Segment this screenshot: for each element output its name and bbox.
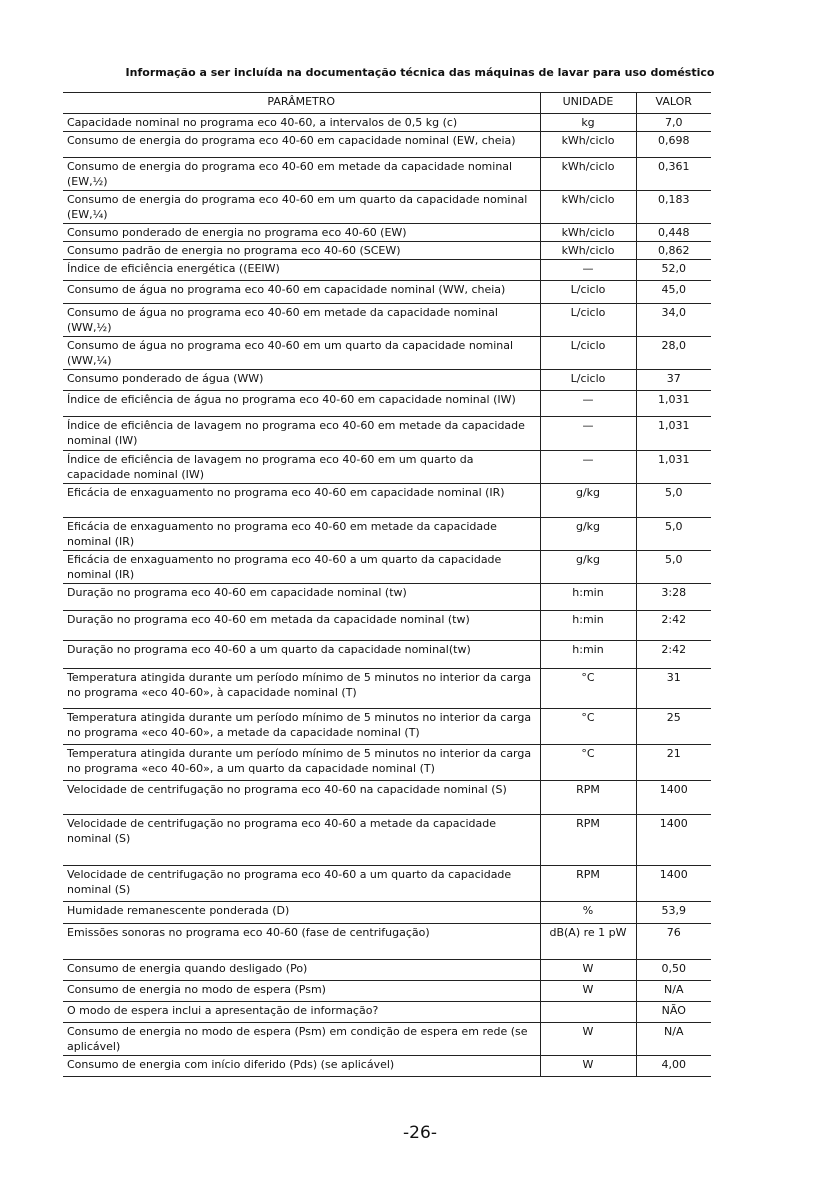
table-row [63,1023,711,1056]
value-cell: 5,0 [636,484,711,518]
unit-cell: % [540,902,636,924]
unit-cell: kWh/ciclo [540,242,636,260]
table-row [63,391,711,417]
unit-cell [540,1002,636,1023]
table-row [63,669,711,709]
parameter-cell: Consumo de água no programa eco 40-60 em um quarto da capacidade nominal (WW,¼) [63,337,540,370]
value-cell: 28,0 [636,337,711,370]
unit-cell: g/kg [540,484,636,518]
table-row [63,815,711,866]
table-row [63,902,711,924]
table-row [63,924,711,960]
table-body [63,114,711,1077]
table-row [63,611,711,641]
value-cell: 0,862 [636,242,711,260]
parameter-cell: Duração no programa eco 40-60 em metada da capacidade nominal (tw) [63,611,540,641]
parameter-cell: Índice de eficiência energética ((EEIW) [63,260,540,281]
unit-cell: h:min [540,641,636,669]
table-row [63,191,711,224]
table-row [63,866,711,902]
table-row [63,260,711,281]
unit-cell: °C [540,669,636,709]
value-cell: 1,031 [636,391,711,417]
unit-cell: W [540,1023,636,1056]
table-header-row [63,93,711,114]
unit-cell: L/ciclo [540,337,636,370]
parameter-cell: Índice de eficiência de lavagem no programa eco 40-60 em um quarto da capacidade nominal (IW) [63,451,540,484]
value-cell: N/A [636,981,711,1002]
table-row [63,551,711,584]
table-row [63,1056,711,1077]
table-row [63,281,711,304]
value-cell: 53,9 [636,902,711,924]
document-title: Informação a ser incluída na documentação técnica das máquinas de lavar para uso doméstico [125,66,715,79]
parameter-cell: Consumo de energia do programa eco 40-60 em metade da capacidade nominal (EW,½) [63,158,540,191]
value-cell: 1400 [636,866,711,902]
parameter-cell: Velocidade de centrifugação no programa eco 40-60 na capacidade nominal (S) [63,781,540,815]
parameter-cell: Eficácia de enxaguamento no programa eco 40-60 a um quarto da capacidade nominal (IR) [63,551,540,584]
unit-cell: g/kg [540,518,636,551]
header-parameter: PARÂMETRO [63,93,540,114]
unit-cell: h:min [540,611,636,641]
value-cell: 5,0 [636,518,711,551]
value-cell: 34,0 [636,304,711,337]
unit-cell: kWh/ciclo [540,158,636,191]
unit-cell: L/ciclo [540,281,636,304]
parameter-cell: Emissões sonoras no programa eco 40-60 (fase de centrifugação) [63,924,540,960]
unit-cell: — [540,260,636,281]
parameter-cell: Temperatura atingida durante um período mínimo de 5 minutos no interior da carga no programa «eco 40-60», a metade da capacidade nominal (T) [63,709,540,745]
value-cell: 0,448 [636,224,711,242]
table-row [63,484,711,518]
value-cell: 45,0 [636,281,711,304]
parameter-cell: Consumo ponderado de água (WW) [63,370,540,391]
value-cell: 0,698 [636,132,711,158]
unit-cell: W [540,1056,636,1077]
parameter-cell: Consumo de energia do programa eco 40-60 em capacidade nominal (EW, cheia) [63,132,540,158]
parameter-cell: Consumo de água no programa eco 40-60 em metade da capacidade nominal (WW,½) [63,304,540,337]
table-row [63,518,711,551]
value-cell: 5,0 [636,551,711,584]
parameter-cell: Consumo de água no programa eco 40-60 em capacidade nominal (WW, cheia) [63,281,540,304]
table-row [63,960,711,981]
table-row [63,709,711,745]
unit-cell: L/ciclo [540,370,636,391]
table-row [63,224,711,242]
value-cell: 25 [636,709,711,745]
unit-cell: — [540,417,636,451]
table-row [63,132,711,158]
unit-cell: g/kg [540,551,636,584]
parameter-cell: Consumo ponderado de energia no programa eco 40-60 (EW) [63,224,540,242]
unit-cell: RPM [540,815,636,866]
parameter-cell: Duração no programa eco 40-60 a um quarto da capacidade nominal(tw) [63,641,540,669]
unit-cell: h:min [540,584,636,611]
parameter-cell: Eficácia de enxaguamento no programa eco 40-60 em metade da capacidade nominal (IR) [63,518,540,551]
parameter-cell: Duração no programa eco 40-60 em capacidade nominal (tw) [63,584,540,611]
unit-cell: kWh/ciclo [540,224,636,242]
unit-cell: RPM [540,781,636,815]
unit-cell: — [540,451,636,484]
table-row [63,158,711,191]
value-cell: 1,031 [636,451,711,484]
value-cell: 1400 [636,815,711,866]
table-row [63,1002,711,1023]
value-cell: 2:42 [636,611,711,641]
value-cell: 76 [636,924,711,960]
unit-cell: °C [540,709,636,745]
parameter-cell: Consumo de energia do programa eco 40-60 em um quarto da capacidade nominal (EW,¼) [63,191,540,224]
value-cell: 7,0 [636,114,711,132]
table-row [63,981,711,1002]
value-cell: 1,031 [636,417,711,451]
parameter-cell: Consumo de energia no modo de espera (Psm) [63,981,540,1002]
value-cell: 4,00 [636,1056,711,1077]
parameter-cell: Consumo padrão de energia no programa eco 40-60 (SCEW) [63,242,540,260]
unit-cell: W [540,981,636,1002]
table-row [63,337,711,370]
unit-cell: °C [540,745,636,781]
table-row [63,745,711,781]
parameter-cell: Eficácia de enxaguamento no programa eco 40-60 em capacidade nominal (IR) [63,484,540,518]
unit-cell: kg [540,114,636,132]
unit-cell: — [540,391,636,417]
value-cell: NÃO [636,1002,711,1023]
table-row [63,242,711,260]
value-cell: 52,0 [636,260,711,281]
table-row [63,641,711,669]
table-row [63,304,711,337]
technical-info-table [63,92,711,1077]
parameter-cell: Velocidade de centrifugação no programa eco 40-60 a um quarto da capacidade nominal (S) [63,866,540,902]
value-cell: 21 [636,745,711,781]
table-row [63,370,711,391]
parameter-cell: O modo de espera inclui a apresentação de informação? [63,1002,540,1023]
header-unit: UNIDADE [540,93,636,114]
value-cell: 0,50 [636,960,711,981]
header-value: VALOR [636,93,711,114]
unit-cell: W [540,960,636,981]
table-row [63,114,711,132]
parameter-cell: Índice de eficiência de lavagem no programa eco 40-60 em metade da capacidade nominal (IW) [63,417,540,451]
table-row [63,417,711,451]
parameter-cell: Temperatura atingida durante um período mínimo de 5 minutos no interior da carga no programa «eco 40-60», à capacidade nominal (T) [63,669,540,709]
parameter-cell: Consumo de energia quando desligado (Po) [63,960,540,981]
value-cell: 1400 [636,781,711,815]
parameter-cell: Velocidade de centrifugação no programa eco 40-60 a metade da capacidade nominal (S) [63,815,540,866]
value-cell: 2:42 [636,641,711,669]
value-cell: 31 [636,669,711,709]
parameter-cell: Consumo de energia no modo de espera (Psm) em condição de espera em rede (se aplicável) [63,1023,540,1056]
parameter-cell: Índice de eficiência de água no programa eco 40-60 em capacidade nominal (IW) [63,391,540,417]
table-row [63,584,711,611]
page-number: -26- [403,1123,437,1143]
unit-cell: L/ciclo [540,304,636,337]
value-cell: 37 [636,370,711,391]
table-row [63,781,711,815]
value-cell: 3:28 [636,584,711,611]
unit-cell: kWh/ciclo [540,191,636,224]
value-cell: N/A [636,1023,711,1056]
value-cell: 0,183 [636,191,711,224]
parameter-cell: Humidade remanescente ponderada (D) [63,902,540,924]
parameter-cell: Capacidade nominal no programa eco 40-60, a intervalos de 0,5 kg (c) [63,114,540,132]
parameter-cell: Temperatura atingida durante um período mínimo de 5 minutos no interior da carga no programa «eco 40-60», a um quarto da capacidade nominal (T) [63,745,540,781]
value-cell: 0,361 [636,158,711,191]
unit-cell: RPM [540,866,636,902]
unit-cell: kWh/ciclo [540,132,636,158]
parameter-cell: Consumo de energia com início diferido (Pds) (se aplicável) [63,1056,540,1077]
unit-cell: dB(A) re 1 pW [540,924,636,960]
table-row [63,451,711,484]
